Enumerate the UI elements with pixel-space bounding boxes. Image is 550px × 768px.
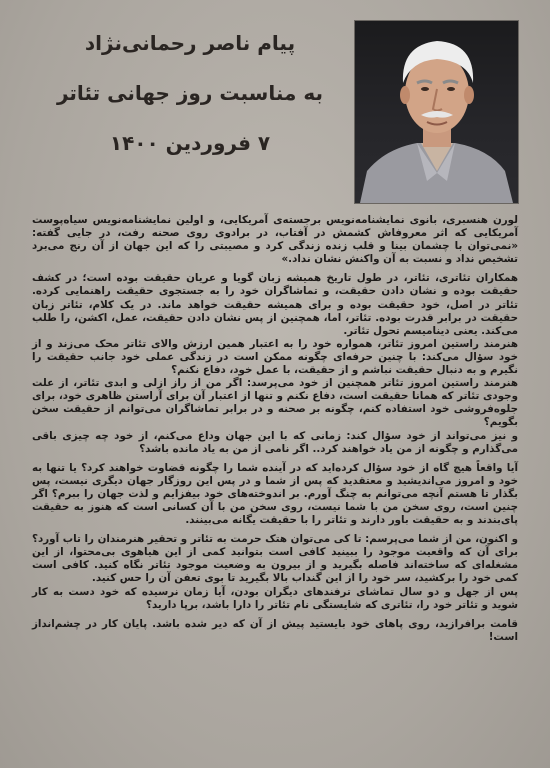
paragraph: لورن هنسبری، بانوی نمایشنامه‌نویس برجسته‌ی آمریکایی، و اولین نمایشنامه‌نویس سیاه‌پوست آمریکایی که اثر معروفاش کشمش در آفتاب، در برادوی روی صحنه رفت، در جایی گفته: «نمی‌توان با چشمان بینا و قلب زنده زندگی کرد و مصیبتی را که این جهان از آن رنج می‌برد تشخیص نداد و نسبت به آن واکنش نشان نداد.» xyxy=(32,214,518,266)
title-block xyxy=(40,30,340,180)
paragraph: پس از جهل و دو سال تماشای ترفندهای دیگران بودن، آیا زمان نرسیده که خود دست به کار شوید و تئاتر خود را، تئاتری که شایستگی نام تئاتر را دارا باشد، برپا دارید؟ xyxy=(32,585,518,611)
page-subtitle: به مناسبت روز جهانی تئاتر xyxy=(56,81,323,105)
paragraph: و اکنون، من از شما می‌پرسم: تا کی می‌توان هتک حرمت به تئاتر و تحقیر هنرمندان را تاب آورد؟ برای آن که واقعیت موجود را ببینید کافی است بتوانید کمی از این هیاهوی بی‌محتوا، از این مشغله‌ای که ساخته‌اند فاصله بگیرید و از بیرون به وضعیت موجود تئاتر نگاه کنید. کافی است کمی خود را برکشید، سر خود را از این گنداب بالا بگیرید تا بوی تعفن آن را حس کنید. xyxy=(32,533,518,585)
paragraph: همکاران تئاتری، تئاتر، در طول تاریخ همیشه زبان گویا و عریان حقیقت بوده است؛ در کشف حقیقت بوده و نشان دادن حقیقت، و تماشاگران خود را به جستجوی حقیقت راهنمایی کرده. تئاتر در اصل، خود حقیقت بوده و برای همیشه حقیقت خواهد ماند. در یک کلام، تئاتر زبان حقیقت در برابر قدرت بوده. تئاتر، اما، همچنین از پس نشان دادن حقیقت، عمل، اکشن، را طلب می‌کند. یعنی دینامیسم تحول تئاتر. xyxy=(32,272,518,337)
paragraph: قامت برافرازید، روی پاهای خود بایستید پیش از آن که دیر شده باشد. پایان کار در چشم‌انداز است! xyxy=(32,617,518,643)
message-body xyxy=(32,214,518,650)
paragraph: و نیز می‌تواند از خود سؤال کند: زمانی که با این جهان وداع می‌کنم، از خود چه چیزی باقی می‌گذارم و چگونه از من یاد خواهند کرد.. اگر نامی از من به یاد مانده باشد؟ xyxy=(32,429,518,455)
paragraph: هنرمند راستین امروز تئاتر همچنین از خود می‌پرسد: اگر من از راز ازلی و ابدی تئاتر، از علت وجودی تئاتر که همانا حقیقت است، دفاع نکنم و تنها از اعتبار آن برای آراستن ظاهری خود، برای جلوه‌فروشی خود استفاده کنم، چگونه بر صحنه و در برابر تماشاگران می‌توانم از حقیقت سخن بگویم؟ xyxy=(32,377,518,429)
portrait-photo xyxy=(354,20,519,204)
page-title: پیام ناصر رحمانی‌نژاد xyxy=(84,31,296,55)
paragraph: هنرمند راستین امروز تئاتر، همواره خود را به اعتبار همین ارزش والای تئاتر محک می‌زند و از خود سؤال می‌کند: با چنین حرفه‌ای چگونه ممکن است در زندگی عملی خود جانب حقیقت را نگیرم و به دنبال حقیقت نباشم و از حقیقت، با عمل خود، دفاع نکنم؟ xyxy=(32,337,518,377)
page-date: ۷ فروردین ۱۴۰۰ xyxy=(109,131,271,155)
header xyxy=(0,0,550,210)
portrait-icon xyxy=(355,21,518,203)
paragraph: آیا واقعاً هیچ گاه از خود سؤال کرده‌اید که در آینده شما را چگونه قضاوت خواهند کرد؟ یا تنها به خود و امروز می‌اندیشید و معتقدید که پس از شما و در پس این روزگار جهان دیگری نیست، پس بگذار تا هستم آنچه می‌توانم به چنگ آورم. بر اندوخته‌های خود بیفزایم و لذت جهان را ببرم؟ اگر چنین است، روی سخن من با شما نیست، روی سخن من با آن کسانی است که هنوز به حقیقت پای‌بندند و به حقیقت باور دارند و تئاتر را با حقیقت یگانه می‌بینند. xyxy=(32,461,518,527)
